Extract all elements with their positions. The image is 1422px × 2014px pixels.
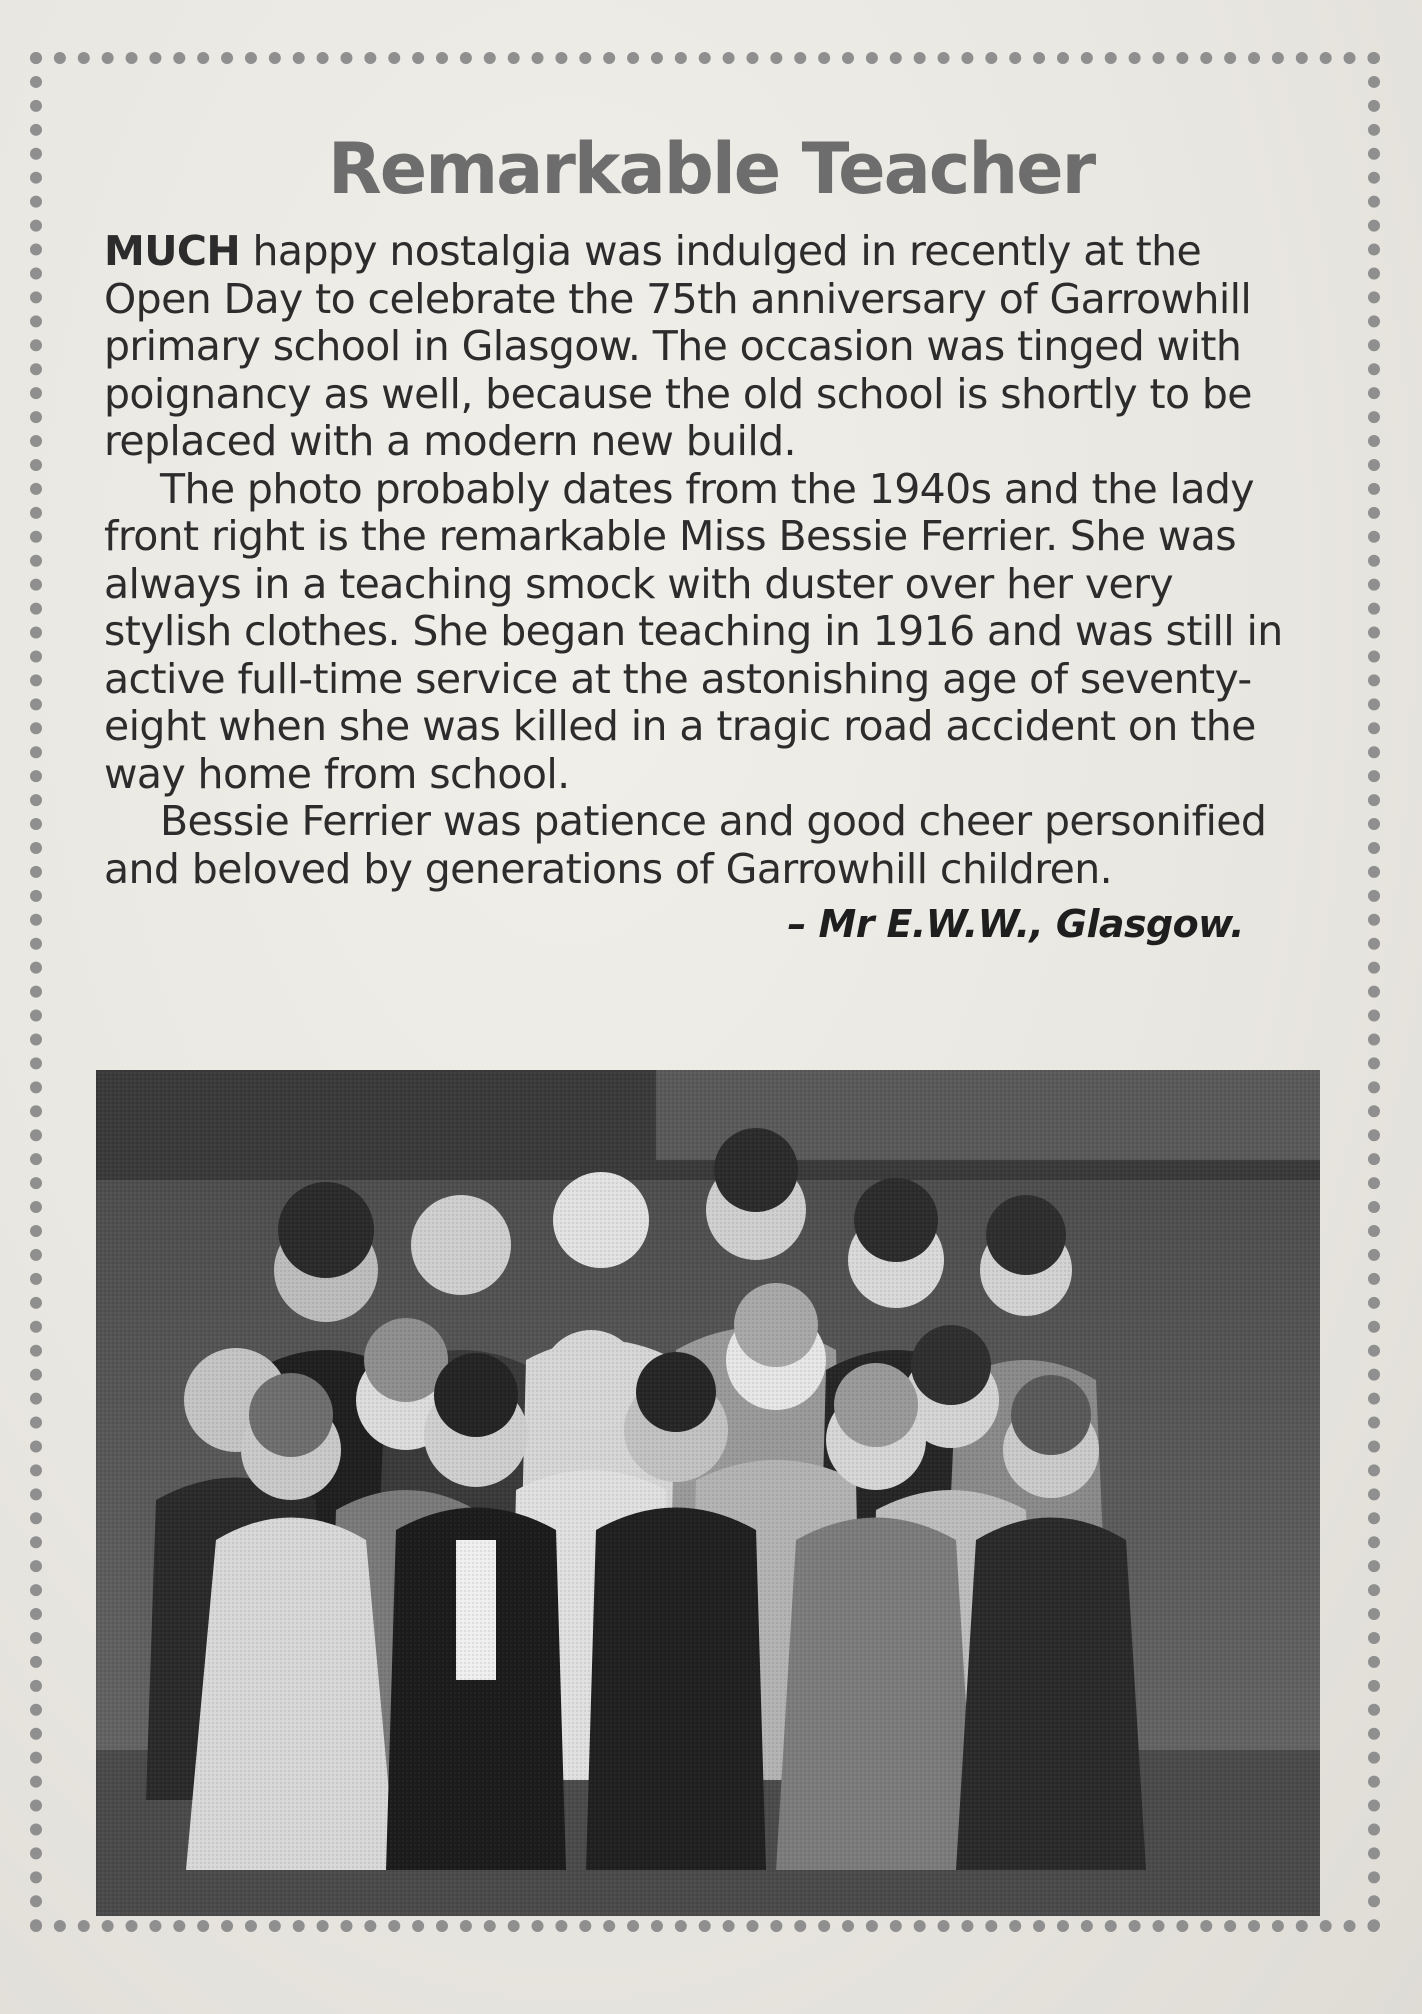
group-photo: [96, 1070, 1320, 1916]
lead-word: MUCH: [104, 227, 241, 275]
headline: Remarkable Teacher: [327, 128, 1095, 210]
paragraph-1-text: happy nostalgia was indulged in recently at the Open Day to celebrate the 75th anniversary of Garrowhill primary school in Glasgow. The occasion was tinged with poignancy as well, because the old school is shortly to be replaced with a modern new build.: [104, 227, 1252, 465]
byline: – Mr E.W.W., Glasgow.: [787, 902, 1244, 946]
paragraph-3: Bessie Ferrier was patience and good cheer personified and beloved by generations of Garrowhill children.: [104, 797, 1267, 893]
paragraph-2: The photo probably dates from the 1940s and the lady front right is the remarkable Miss Bessie Ferrier. She was always in a teaching smock with duster over her very stylish clothes. She began teaching in 1916 and was still in active full-time service at the astonishing age of seventy-eight when she was killed in a tragic road accident on the way home from school.: [104, 464, 1283, 798]
group-photo-image: [96, 1070, 1320, 1916]
article-body: [104, 228, 1284, 949]
paragraph-1: [104, 228, 1284, 466]
